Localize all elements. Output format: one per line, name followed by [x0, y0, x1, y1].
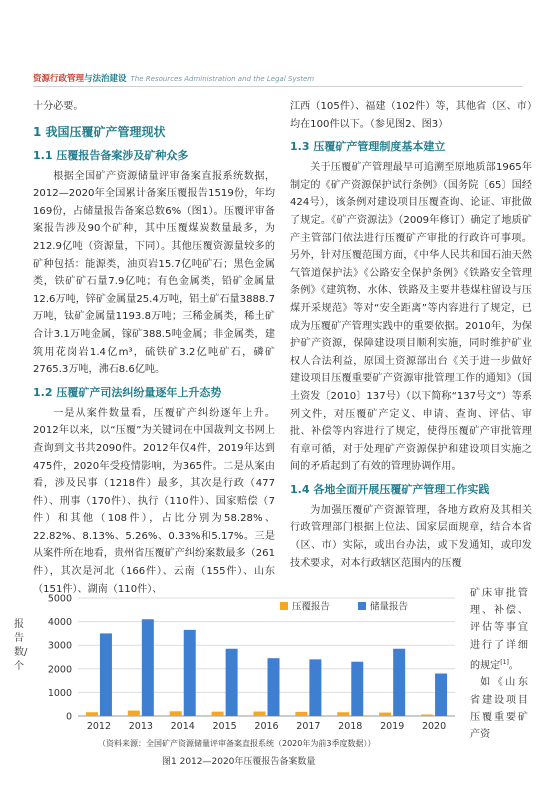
bar-reserve-reports-2017: [309, 659, 321, 716]
x-tick-label: 2019: [380, 721, 405, 732]
figure-source: （资料来源：全国矿产资源储量评审备案直报系统（2020年为前3季度数据））: [98, 739, 376, 748]
right-column: [290, 98, 532, 572]
side-text-1-end: 。: [508, 660, 519, 672]
x-tick-label: 2014: [170, 721, 195, 732]
side-paragraph-1: [470, 585, 528, 674]
section-1-4-heading: 1.4 各地全面开展压覆矿产管理工作实践: [290, 482, 490, 496]
legend-swatch: [358, 602, 366, 610]
bar-overlay-reports-2014: [170, 711, 182, 716]
figure-caption: 图1 2012—2020年压覆报告备案数量: [162, 757, 316, 767]
header-part2: 与法治建设: [84, 74, 127, 84]
continued-paragraph: 江西（105件）、福建（102件）等，其他省（区、市）均在100件以下。（参见图2、图3）: [290, 101, 532, 130]
x-tick-label: 2016: [254, 721, 279, 732]
y-tick-label: 3000: [47, 640, 72, 652]
bar-overlay-reports-2020: [421, 714, 433, 716]
y-tick-label: 5000: [47, 593, 72, 605]
section-1-1-heading: 1.1 压覆报告备案涉及矿种众多: [33, 148, 189, 162]
legend-swatch: [280, 602, 288, 610]
bar-reserve-reports-2013: [142, 619, 154, 716]
side-paragraph-2: 如《山东省建设项目压覆重要矿产资: [470, 677, 528, 740]
x-tick-label: 2015: [212, 721, 237, 732]
bar-overlay-reports-2016: [254, 712, 266, 716]
section-1-3-paragraph: 关于压覆矿产管理最早可追溯至原地质部1965年制定的《矿产资源保护试行条例》（国务院〔65〕国经424号），该条例对建设项目压覆查询、论证、审批做了规定。《矿产资源法》（2009年修订）确定了地质矿产主管部门依法进行压覆矿产审批的行政许可事项。另外，针对压覆范围方面，《中华人民共和国石油天然气管道保护法》《公路安全保护条例》《铁路安全管理条例》《建筑物、水体、铁路及主要井巷煤柱留设与压煤开采规范》等对“安全距离”等内容进行了规定，已成为压覆矿产管理实践中的重要依据。2010年，为保护矿产资源，保障建设项目顺利实施，同时维护矿业权人合法利益，原国土资源部出台《关于进一步做好建设项目压覆重要矿产资源审批管理工作的通知》（国土资发〔2010〕137号）（以下简称“137号文”）等系列文件，对压覆矿产定义、申请、查询、评估、审批、补偿等内容进行了规定，使得压覆矿产审批管理有章可循，对于处理矿产资源保护和建设项目实施之间的矛盾起到了有效的管理协调作用。: [290, 162, 532, 473]
x-tick-label: 2017: [296, 721, 321, 732]
bar-reserve-reports-2014: [184, 630, 196, 716]
intro-tail: 十分必要。: [33, 101, 84, 112]
x-tick-label: 2018: [338, 721, 363, 732]
y-tick-label: 4000: [47, 617, 72, 629]
bar-reserve-reports-2015: [226, 649, 238, 716]
section-1-1-paragraph: 根据全国矿产资源储量评审备案直报系统数据，2012—2020年全国累计备案压覆报告1519份，年均169份，占储量报告备案总数6%（图1）。压覆评审备案报告涉及90个矿种，其中压覆煤炭数量最多，为212.9亿吨（资源量，下同）。其他压覆资源量较多的矿种包括：能源类，油页岩15.7亿吨矿石；黑色金属类，铁矿矿石量7.9亿吨；有色金属类，铅矿金属量12.6万吨，锌矿金属量25.4万吨，铝土矿石量3888.7万吨，钛矿金属量1193.8万吨；三稀金属类，稀土矿合计3.1万吨金属，镓矿388.5吨金属；非金属类，建筑用花岗岩1.4亿m³，硫铁矿3.2亿吨矿石，磷矿2765.3万吨，沸石8.6亿吨。: [33, 170, 275, 376]
bar-chart-svg: [30, 588, 460, 733]
section-1-heading: 1 我国压覆矿产管理现状: [33, 124, 166, 139]
section-1-2-paragraph: 一是从案件数量看，压覆矿产纠纷逐年上升。2012年以来，以“压覆”为关键词在中国裁判文书网上查询到文书共2090件。2012年仅4件，2019年达到475件，2020年受疫情影响，为365件。二是从案由看，涉及民事（1218件）最多，其次是行政（477件）、刑事（170件）、执行（110件）、国家赔偿（7件）和其他（108件），占比分别为58.28%、22.82%、8.13%、5.26%、0.33%和5.17%。三是从案件所在地看，贵州省压覆矿产纠纷案数最多（261件），其次是河北（166件）、云南（155件）、山东（151件）、湖南（110件）、: [33, 407, 275, 595]
bar-overlay-reports-2013: [128, 711, 140, 716]
bar-reserve-reports-2020: [435, 674, 447, 716]
bar-reserve-reports-2012: [100, 633, 112, 716]
bar-overlay-reports-2019: [379, 713, 391, 716]
citation-ref[interactable]: [1]: [500, 658, 509, 666]
section-1-3-heading: 1.3 压覆矿产管理制度基本建立: [290, 140, 446, 154]
y-tick-label: 1000: [47, 687, 72, 699]
section-1-2-heading: 1.2 压覆矿产司法纠纷量逐年上升态势: [33, 385, 222, 399]
bar-overlay-reports-2015: [212, 712, 224, 716]
header-rule: [33, 86, 523, 87]
x-tick-label: 2020: [421, 721, 447, 732]
bar-overlay-reports-2012: [86, 712, 98, 716]
bar-reserve-reports-2018: [351, 662, 363, 716]
running-header: [33, 72, 314, 84]
figure-1-chart: [30, 588, 460, 778]
side-column: [470, 585, 528, 743]
header-english: The Resources Administration and the Legal System: [130, 75, 315, 83]
side-text-1: 矿床审批管理、补偿、评估等事宜进行了详细的规定: [470, 588, 528, 672]
bar-overlay-reports-2017: [295, 712, 307, 716]
bar-reserve-reports-2016: [268, 658, 280, 716]
section-1-4-paragraph: 为加强压覆矿产资源管理，各地方政府及其相关行政管理部门根据上位法、国家层面规章，结合本省（区、市）实际，或出台办法，或下发通知，或印发技术要求，对本行政辖区范围内的压覆: [290, 504, 532, 569]
x-tick-label: 2013: [128, 721, 153, 732]
left-column: [33, 98, 275, 598]
y-tick-label: 0: [65, 711, 72, 723]
legend-label: 储量报告: [370, 601, 409, 613]
y-tick-label: 2000: [47, 664, 72, 676]
bar-reserve-reports-2019: [393, 649, 405, 716]
header-part1: 资源行政管理: [33, 74, 85, 84]
x-tick-label: 2012: [86, 721, 112, 732]
legend-label: 压覆报告: [292, 601, 331, 613]
bar-overlay-reports-2018: [337, 712, 349, 716]
chart-y-axis-label: 报告数/个: [14, 619, 28, 672]
